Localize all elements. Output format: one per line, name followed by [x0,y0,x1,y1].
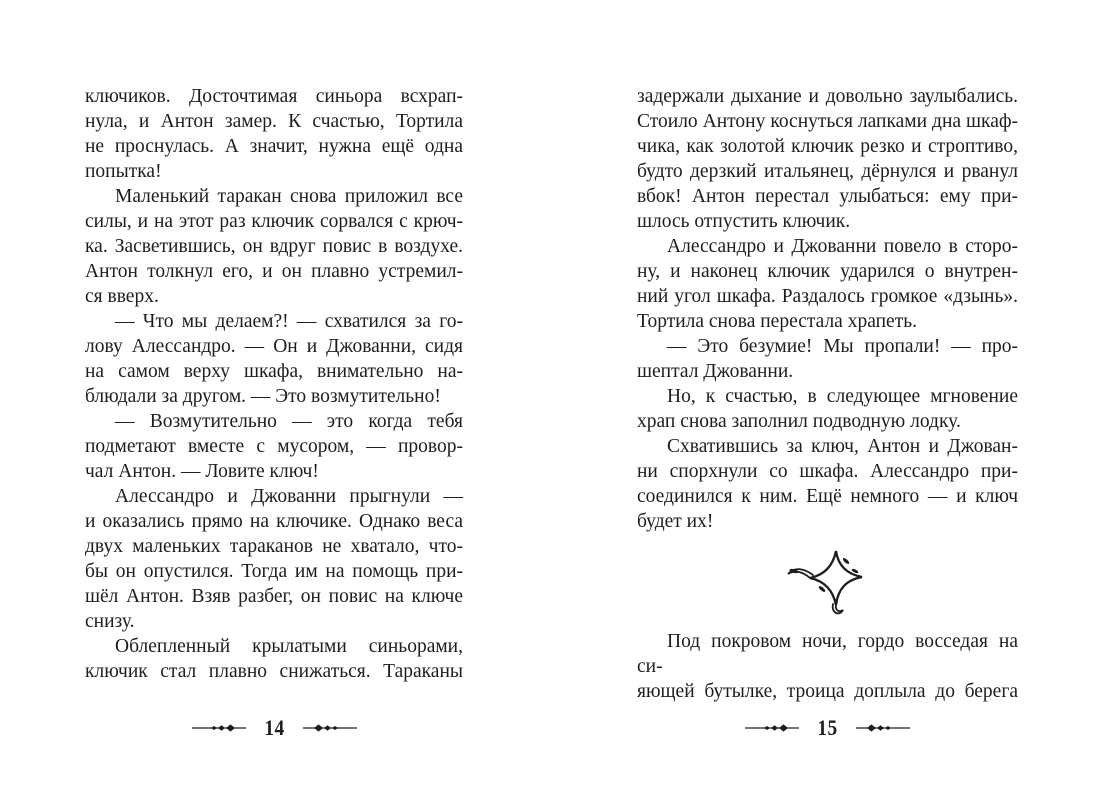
floral-star-ornament-icon [786,547,870,617]
diamond-rule-ornament-left [192,722,246,734]
text-line: вбок! Антон перестал улыбаться: ему при- [637,186,1018,207]
text-line: ключик стал плавно снижаться. Тараканы [85,661,463,682]
text-line: бы он опустился. Тогда им на помощь при- [85,561,463,582]
text-line: Стоило Антону коснуться лапками дна шкаф- [637,111,1018,132]
text-line: шёл Антон. Взяв разбег, он повис на ключе [85,586,463,607]
text-line: чика, как золотой ключик резко и строптиво, [637,136,1018,157]
text-line: ключиков. Досточтимая синьора всхрап- [85,86,463,107]
diamond-rule-ornament-left [745,722,799,734]
text-line: — Это безумие! Мы пропали! — про- [667,336,1018,357]
text-line: Под покровом ночи, гордо восседая на си- [637,631,1018,677]
page-number: 14 [263,715,285,740]
paragraph [85,184,463,309]
diamond-rule-ornament-right [856,722,910,734]
text-line: задержали дыхание и довольно заулыбались. [637,86,1018,107]
page-14-footer [85,710,463,746]
text-line: Облепленный крылатыми синьорами, [115,636,463,657]
text-line: не проснулась. А значит, нужна ещё одна [85,136,463,157]
text-line: попытка! [85,161,162,182]
text-line: будто дерзкий итальянец, дёрнулся и рванул [637,161,1018,182]
page-number: 15 [817,715,838,740]
text-line: соединился к ним. Ещё немного — и ключ [637,486,1018,507]
text-line: шептал Джованни. [637,361,794,382]
paragraph [637,234,1018,334]
paragraph [85,484,463,634]
page-15-footer [637,710,1018,746]
paragraph [637,629,1018,704]
text-line: яющей бутылке, троица доплыла до берега [637,681,1018,702]
text-line: силы, и на этот раз ключик сорвался с крюч- [85,211,463,232]
text-line: — Что мы делаем?! — схватился за го- [115,311,463,332]
text-line: шлось отпустить ключик. [637,211,851,232]
text-line: блюдали за другом. — Это возмутительно! [85,386,441,407]
text-line: двух маленьких тараканов не хватало, что- [85,536,463,557]
paragraph [637,434,1018,534]
text-line: ний угол шкафа. Раздалось громкое «дзынь». [637,286,1018,307]
paragraph [637,384,1018,434]
text-line: Антон толкнул его, и он плавно устремил- [85,261,463,282]
text-line: ни спорхнули со шкафа. Алессандро при- [637,461,1018,482]
paragraph [85,309,463,409]
text-line: лову Алессандро. — Он и Джованни, сидя [85,336,463,357]
text-line: Тортила снова перестала храпеть. [637,311,917,332]
text-line: снизу. [85,611,135,632]
text-line: Схватившись за ключ, Антон и Джован- [667,436,1018,457]
page-14-text-column [85,84,463,684]
text-line: ка. Засветившись, он вдруг повис в воздухе. [85,236,463,257]
paragraph [85,409,463,484]
paragraph [637,334,1018,384]
text-line: храп снова заполнил подводную лодку. [637,411,961,432]
text-line: нула, и Антон замер. К счастью, Тортила [85,111,463,132]
paragraph [637,84,1018,234]
text-line: Но, к счастью, в следующее мгновение [667,386,1018,407]
text-line: ся вверх. [85,286,159,307]
text-line: будет их! [637,511,714,532]
text-line: Маленький таракан снова приложил все [115,186,463,207]
paragraph [85,84,463,184]
diamond-rule-ornament-right [303,722,357,734]
page-15-text-column [637,84,1018,704]
section-divider [637,537,1018,627]
text-line: на самом верху шкафа, внимательно на- [85,361,463,382]
text-line: ну, и наконец ключик ударился о внутрен- [637,261,1018,282]
text-line: чал Антон. — Ловите ключ! [85,461,319,482]
text-line: — Возмутительно — это когда тебя [115,411,463,432]
text-line: Алессандро и Джованни повело в сторо- [667,236,1018,257]
text-line: Алессандро и Джованни прыгнули — [115,486,463,507]
text-line: и оказались прямо на ключике. Однако веса [85,511,463,532]
text-line: подметают вместе с мусором, — провор- [85,436,463,457]
paragraph [85,634,463,684]
